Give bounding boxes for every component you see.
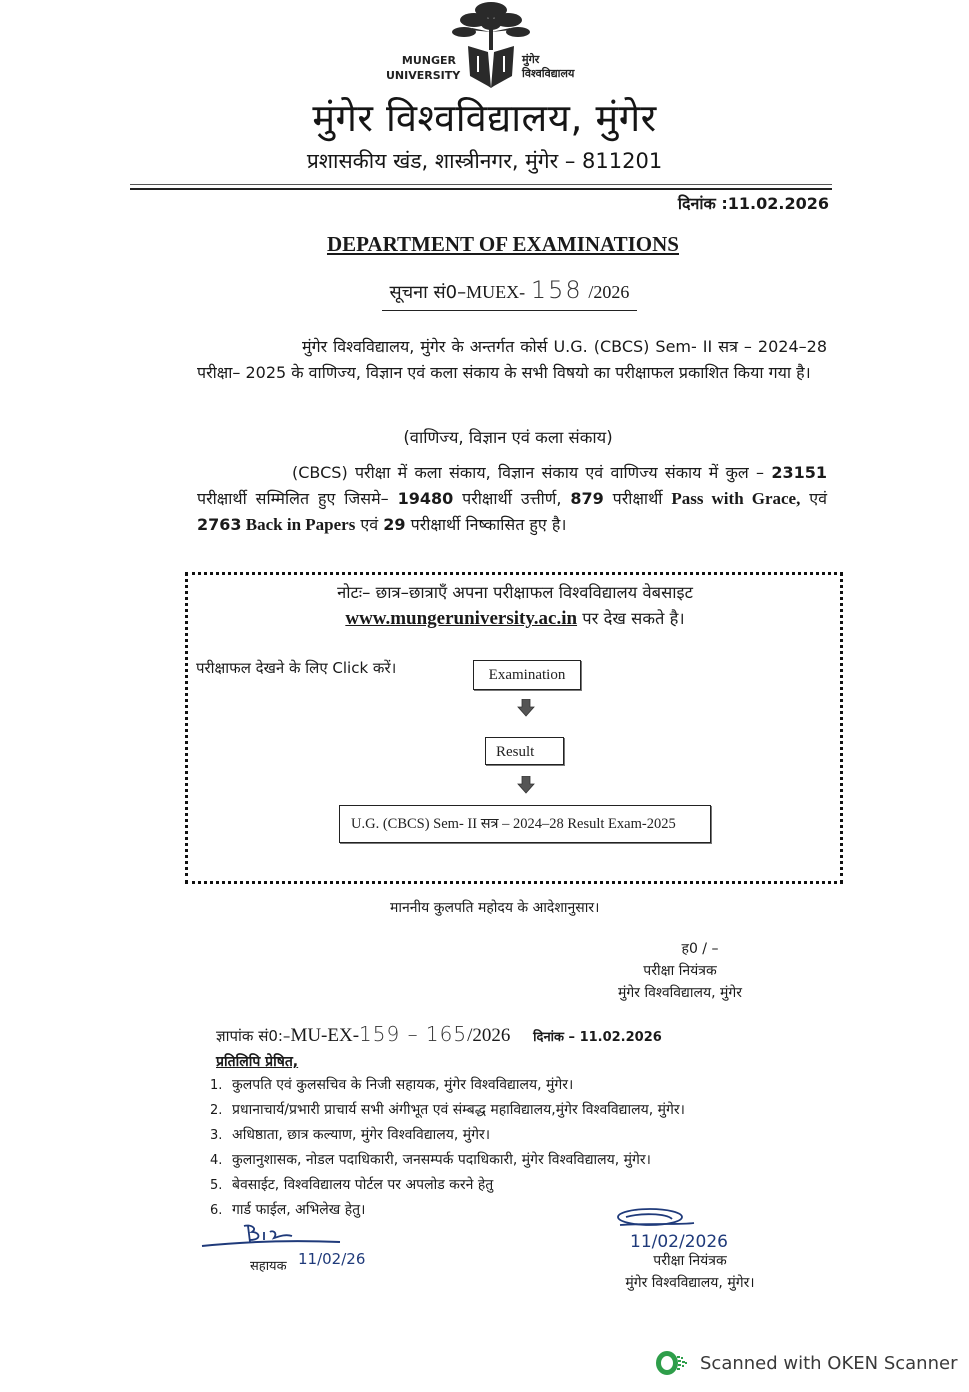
issue-date bbox=[678, 192, 829, 214]
total-appeared-count: 23151 bbox=[771, 463, 827, 482]
notice-suffix: /2026 bbox=[588, 282, 630, 302]
memo-code: MU-EX- bbox=[290, 1025, 360, 1046]
assistant-signature-date: 11/02/26 bbox=[298, 1250, 366, 1268]
item-text: गार्ड फाईल, अभिलेख हेतु। bbox=[232, 1202, 366, 1218]
flow-step-examination[interactable]: Examination bbox=[473, 660, 581, 690]
memo-prefix: ज्ञापांक सं0:– bbox=[216, 1027, 291, 1045]
university-logo bbox=[386, 0, 596, 90]
arrow-down-icon bbox=[517, 699, 535, 717]
item-text: अधिष्ठाता, छात्र कल्याण, मुंगेर विश्वविद्यालय, मुंगेर। bbox=[232, 1127, 491, 1143]
notice-prefix-hi: सूचना सं0– bbox=[389, 282, 467, 303]
memo-number-line bbox=[216, 1022, 662, 1047]
arrow-down-icon bbox=[517, 776, 535, 794]
item-text: बेवसाईट, विश्वविद्यालय पोर्टल पर अपलोड करने हेतु bbox=[232, 1177, 494, 1193]
signatory-organization: मुंगेर विश्वविद्यालय, मुंगेर bbox=[618, 985, 742, 1001]
logo-name-hi-line2: विश्वविद्यालय bbox=[522, 67, 575, 80]
signatory-designation: परीक्षा नियंत्रक bbox=[653, 1253, 727, 1269]
university-title: मुंगेर विश्वविद्यालय, मुंगेर bbox=[312, 96, 657, 140]
result-announcement-paragraph: मुंगेर विश्वविद्यालय, मुंगेर के अन्तर्गत कोर्स U.G. (CBCS) Sem- II सत्र – 2024–28 परीक्षा– 2025 के वाणिज्य, विज्ञान एवं कला संकाय के सभी विषयो का परीक्षाफल प्रकाशित किया गया है। bbox=[197, 337, 827, 382]
item-text: प्रधानाचार्य/प्रभारी प्राचार्य सभी अंगीभूत एवं संम्बद्ध महाविद्यालय,मुंगेर विश्वविद्यालय, मुंगेर। bbox=[232, 1102, 685, 1118]
date-value: 11.02.2026 bbox=[727, 194, 829, 213]
signed-mark: ह0 / – bbox=[681, 941, 719, 957]
logo-name-en-line2: UNIVERSITY bbox=[386, 69, 461, 82]
item-number: 5. bbox=[210, 1178, 223, 1193]
notice-number-handwritten: 158 bbox=[530, 276, 583, 304]
scanner-watermark bbox=[656, 1350, 957, 1376]
stats-text: (CBCS) परीक्षा में कला संकाय, विज्ञान संकाय एवं वाणिज्य संकाय में कुल – bbox=[292, 463, 772, 482]
logo-name-hi-line1: मुंगेर bbox=[522, 53, 540, 66]
item-number: 2. bbox=[210, 1103, 223, 1118]
copy-to-item bbox=[210, 1073, 685, 1098]
copy-to-item bbox=[210, 1123, 685, 1148]
note-website-line bbox=[185, 606, 845, 630]
copy-to-heading: प्रतिलिपि प्रेषित, bbox=[216, 1054, 299, 1070]
department-heading: DEPARTMENT OF EXAMINATIONS bbox=[326, 232, 679, 256]
flow-step-result[interactable]: Result bbox=[485, 737, 564, 765]
signatory-block-top bbox=[600, 938, 760, 1004]
copy-to-item bbox=[210, 1148, 685, 1173]
grace-count: 879 bbox=[570, 489, 604, 508]
oken-scanner-logo-icon bbox=[656, 1350, 690, 1376]
header-divider-thick bbox=[130, 188, 832, 190]
note-suffix: पर देख सकते है। bbox=[577, 609, 685, 628]
result-statistics-paragraph bbox=[197, 460, 827, 538]
memo-number-handwritten: 159 – 165 bbox=[359, 1022, 468, 1046]
stats-text: परीक्षार्थी bbox=[603, 489, 672, 508]
website-link[interactable]: www.mungeruniversity.ac.in bbox=[345, 608, 578, 629]
header-divider-thin bbox=[130, 184, 832, 185]
item-number: 4. bbox=[210, 1153, 223, 1168]
notice-number bbox=[0, 276, 969, 311]
notice-prefix-en: MUEX- bbox=[466, 282, 526, 302]
watermark-text: Scanned with OKEN Scanner bbox=[700, 1352, 958, 1374]
order-line: माननीय कुलपति महोदय के आदेशानुसार। bbox=[390, 900, 600, 916]
stats-text: परीक्षार्थी उत्तीर्ण, bbox=[453, 489, 571, 508]
stats-text: एवं bbox=[355, 515, 384, 534]
back-papers-label: Back in Papers bbox=[241, 515, 356, 534]
university-address: प्रशासकीय खंड, शास्त्रीनगर, मुंगेर – 811201 bbox=[306, 149, 663, 173]
memo-date-label: दिनांक – bbox=[533, 1030, 580, 1045]
grace-label: Pass with Grace, bbox=[671, 489, 801, 508]
flow-step-result-exam-link[interactable]: U.G. (CBCS) Sem- II सत्र – 2024–28 Result Exam-2025 bbox=[339, 805, 711, 843]
item-number: 6. bbox=[210, 1203, 223, 1218]
controller-signature-date: 11/02/2026 bbox=[630, 1232, 728, 1252]
copy-to-item bbox=[210, 1173, 685, 1198]
passed-count: 19480 bbox=[397, 489, 454, 508]
item-text: कुलपति एवं कुलसचिव के निजी सहायक, मुंगेर विश्वविद्यालय, मुंगेर। bbox=[232, 1077, 574, 1093]
item-number: 3. bbox=[210, 1128, 223, 1143]
memo-date-value: 11.02.2026 bbox=[579, 1030, 662, 1045]
expelled-count: 29 bbox=[383, 515, 406, 534]
memo-date bbox=[533, 1030, 662, 1045]
controller-signature bbox=[610, 1203, 760, 1255]
date-label: दिनांक : bbox=[677, 194, 728, 213]
item-text: कुलानुशासक, नोडल पदाधिकारी, जनसम्पर्क पदाधिकारी, मुंगेर विश्वविद्यालय, मुंगेर। bbox=[232, 1152, 651, 1168]
item-number: 1. bbox=[210, 1078, 223, 1093]
stats-text: परीक्षार्थी निष्कासित हुए है। bbox=[405, 515, 567, 534]
stats-text: परीक्षार्थी सम्मिलित हुए जिसमे– bbox=[197, 489, 398, 508]
signatory-designation: परीक्षा नियंत्रक bbox=[643, 963, 717, 979]
stats-text: एवं bbox=[800, 489, 827, 508]
copy-to-item bbox=[210, 1098, 685, 1123]
back-papers-count: 2763 bbox=[197, 515, 242, 534]
note-line: नोटः– छात्र–छात्राएँ अपना परीक्षाफल विश्वविद्यालय वेबसाइट bbox=[337, 583, 693, 602]
copy-to-list bbox=[210, 1073, 685, 1223]
memo-suffix: /2026 bbox=[467, 1025, 511, 1046]
assistant-label: सहायक bbox=[250, 1259, 287, 1274]
signatory-block-bottom bbox=[590, 1250, 790, 1294]
logo-name-en-line1: MUNGER bbox=[401, 54, 456, 67]
signatory-organization: मुंगेर विश्वविद्यालय, मुंगेर। bbox=[625, 1275, 755, 1291]
click-instruction: परीक्षाफल देखने के लिए Click करें। bbox=[196, 659, 397, 677]
faculty-heading: (वाणिज्य, विज्ञान एवं कला संकाय) bbox=[403, 428, 613, 447]
